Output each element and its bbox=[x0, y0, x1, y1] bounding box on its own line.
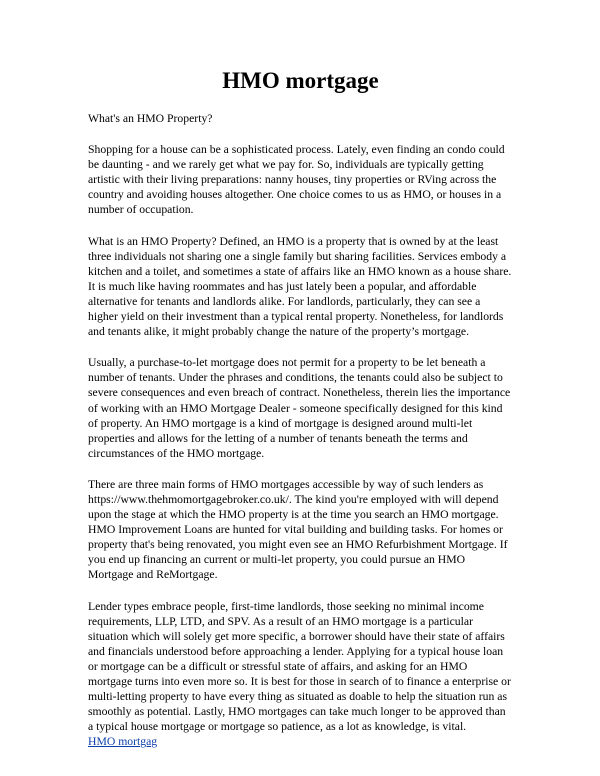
lender-types-text: Lender types embrace people, first-time landlords, those seeking no minimal income requirements, LLP, LTD, and SPV. As a result of an HMO mortgage is a particular situation which will solely get more specific, a borrower should have their state of affairs and financials understood before approaching a lender. Applying for a typical house loan or mortgage can be a difficult or stressful state of affairs, and asking for an HMO mortgage turns into even more so. It is best for those in search of to finance a enterprise or multi-letting property to have every thing as situated as doable to help the situation run as smoothly as potential. Lastly, HMO mortgages can take much longer to be approved than a typical house mortgage or mortgage so patience, as a lot as knowledge, is vital. bbox=[88, 599, 511, 734]
document-page bbox=[88, 66, 513, 765]
paragraph-shopping: Shopping for a house can be a sophisticated process. Lately, even finding an condo could be daunting - and we rarely get what we pay for. So, individuals are typically getting artistic with their living preparations: nanny houses, tiny properties or RVing across the country and avoiding houses altogether. One choice comes to us as HMO, or houses in a number of occupation. bbox=[88, 143, 505, 217]
document-subtitle: What's an HMO Property? bbox=[88, 112, 213, 125]
paragraph-lender-types bbox=[88, 599, 513, 750]
hmo-mortgage-link[interactable]: HMO mortgag bbox=[88, 735, 158, 749]
paragraph-buy-to-let: Usually, a purchase-to-let mortgage does not permit for a property to be let beneath a number of tenants. Under the phrases and conditions, the tenants could also be subject to severe consequences and even breach of contract. Nonetheless, therein lies the importance of working with an HMO Mortgage Dealer - someone specifically designed for this kind of property. An HMO mortgage is a kind of mortgage is designed around multi-let properties and allows for the letting of a number of tenants beneath the terms and circumstances of the HMO mortgage. bbox=[88, 356, 511, 460]
paragraph-definition: What is an HMO Property? Defined, an HMO is a property that is owned by at the least three individuals not sharing one a single family but sharing facilities. Services embody a kitchen and a toilet, and sometimes a state of affairs like an HMO known as a house share. It is much like having roommates and has just lately been a popular, and affordable alternative for tenants and landlords alike. For landlords, particularly, they can see a higher yield on their investment than a typical rental property. Nonetheless, for landlords and tenants alike, it might probably change the nature of the property’s mortgage. bbox=[88, 234, 512, 339]
document-title: HMO mortgage bbox=[222, 68, 379, 93]
paragraph-mortgage-forms: There are three main forms of HMO mortgages accessible by way of such lenders as https://www.thehmomortgagebroker.co.uk/. The kind you're employed with will depend upon the stage at which the HMO property is at the time you search an HMO mortgage. HMO Improvement Loans are hunted for vital building and building tasks. For homes or property that's being renovated, you might even see an HMO Refurbishment Mortgage. If you end up financing an current or multi-let property, you could pursue an HMO Mortgage and ReMortgage. bbox=[88, 477, 508, 582]
